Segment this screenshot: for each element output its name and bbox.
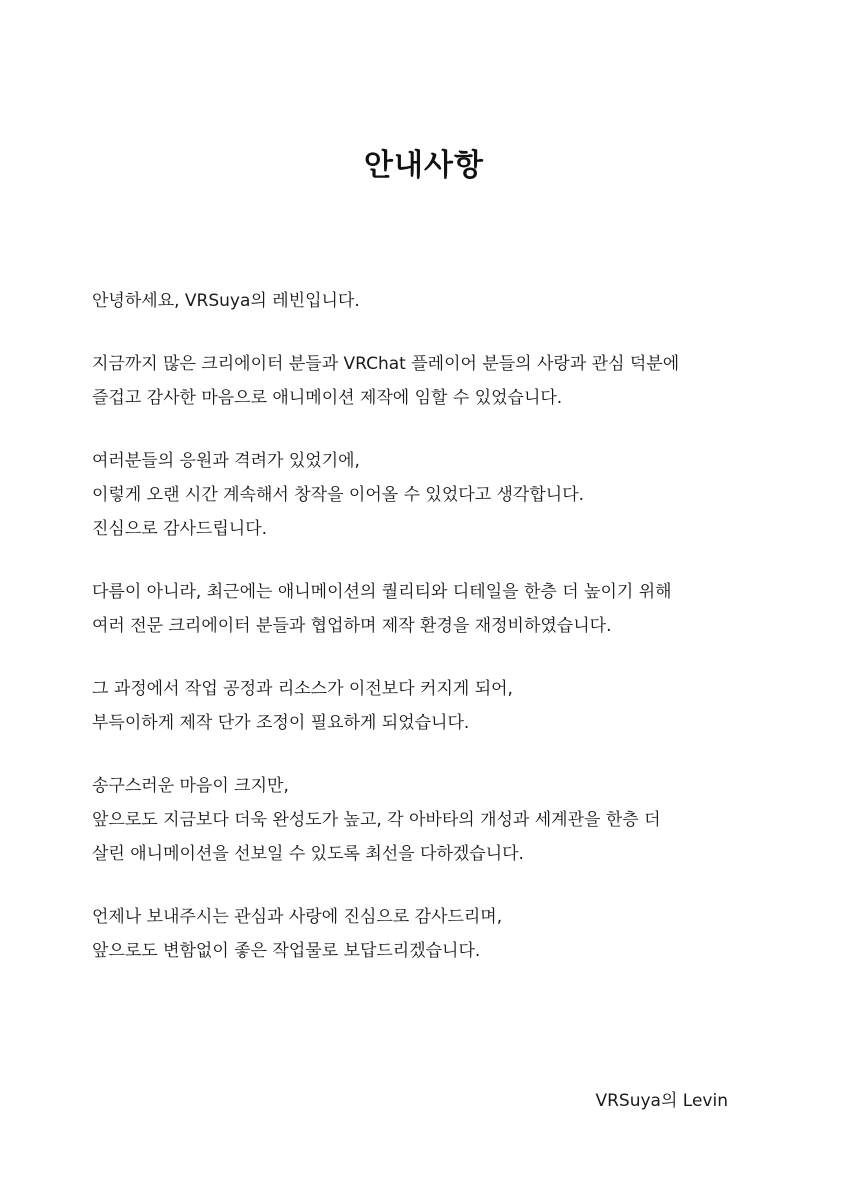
notice-body (92, 284, 792, 997)
text-line: 앞으로도 지금보다 더욱 완성도가 높고, 각 아바타의 개성과 세계관을 한층 더 (92, 810, 661, 830)
text-line: 살린 애니메이션을 선보일 수 있도록 최선을 다하겠습니다. (92, 844, 524, 864)
text-line: 그 과정에서 작업 공정과 리소스가 이전보다 커지게 되어, (92, 679, 513, 699)
text-line: 지금까지 많은 크리에이터 분들과 VRChat 플레이어 분들의 사랑과 관심 덕분에 (92, 354, 680, 374)
paragraph-promise (92, 769, 792, 871)
text-line: 언제나 보내주시는 관심과 사랑에 진심으로 감사드리며, (92, 907, 503, 927)
text-line: 앞으로도 변함없이 좋은 작업물로 보답드리겠습니다. (92, 941, 481, 961)
text-line: 여러분들의 응원과 격려가 있었기에, (92, 451, 360, 471)
paragraph-support (92, 444, 792, 546)
paragraph-closing (92, 900, 792, 968)
page-title: 안내사항 (364, 148, 484, 184)
paragraph-quality (92, 575, 792, 643)
text-line: 이렇게 오랜 시간 계속해서 창작을 이어올 수 있었다고 생각합니다. (92, 485, 585, 505)
text-line: 다름이 아니라, 최근에는 애니메이션의 퀄리티와 디테일을 한층 더 높이기 위해 (92, 582, 672, 602)
text-line: 부득이하게 제작 단가 조정이 필요하게 되었습니다. (92, 713, 470, 733)
text-line: 여러 전문 크리에이터 분들과 협업하며 제작 환경을 재정비하였습니다. (92, 616, 612, 636)
text-line: 송구스러운 마음이 크지만, (92, 776, 289, 796)
paragraph-thanks (92, 347, 792, 415)
signature: VRSuya의 Levin (595, 1091, 728, 1111)
text-line: 즐겁고 감사한 마음으로 애니메이션 제작에 임할 수 있었습니다. (92, 388, 563, 408)
text-line: 진심으로 감사드립니다. (92, 519, 268, 539)
paragraph-greeting (92, 284, 792, 318)
text-line: 안녕하세요, VRSuya의 레빈입니다. (92, 291, 360, 311)
paragraph-price-adjustment (92, 672, 792, 740)
